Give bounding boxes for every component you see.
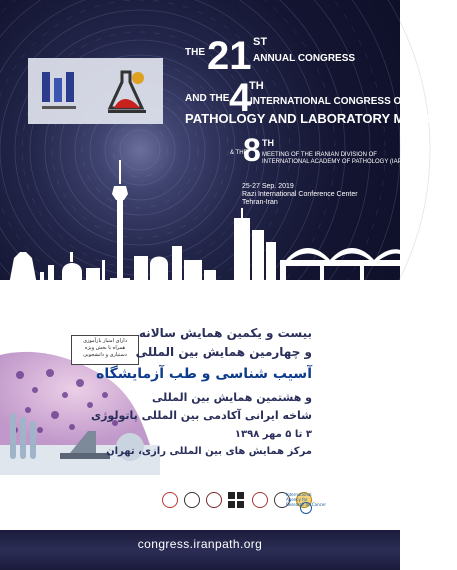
header-meeting-line-b: INTERNATIONAL ACADEMY OF PATHOLOGY (IAP): [262, 159, 404, 165]
header-international-congress: INTERNATIONAL CONGRESS OF: [250, 96, 408, 107]
header-venue: Razi International Conference Center: [242, 191, 358, 198]
header-annual-congress: ANNUAL CONGRESS: [253, 53, 356, 64]
cme-credit-badge: [71, 335, 139, 365]
persian-line-2: و چهارمین همایش بین المللی: [135, 345, 312, 359]
header-sup-th-8: TH: [262, 138, 274, 148]
header-number-21: 21: [207, 34, 252, 78]
header-meeting-line-a: MEETING OF THE IRANIAN DIVISION OF: [262, 152, 377, 158]
sponsor-logo-2-icon: [184, 492, 200, 508]
header-sup-st: ST: [253, 36, 268, 48]
persian-title: آسیب شناسی و طب آزمایشگاه: [96, 366, 312, 382]
header-number-4: 4: [229, 76, 252, 120]
header-number-8: 8: [243, 132, 261, 168]
flask-microscope-logo-icon: [100, 64, 156, 118]
iranian-society-logo-icon: [38, 66, 82, 116]
tehran-skyline-silhouette: [0, 160, 400, 300]
badge-line-2: همراه با بخش ویژه: [84, 345, 126, 351]
header-pathology-lab-medicine: PATHOLOGY AND LABORATORY MEDICINE: [185, 111, 457, 126]
sponsor-logo-5-icon: [252, 492, 268, 508]
sponsor-logo-3-icon: [206, 492, 222, 508]
header-the: THE: [185, 47, 205, 58]
badge-line-3: دستیاری و دانشجویی: [83, 352, 127, 358]
badge-line-1: دارای امتیاز بازآموزی: [83, 338, 127, 344]
footer-website-link[interactable]: congress.iranpath.org: [137, 537, 263, 551]
who-logo-icon: [300, 502, 312, 514]
persian-line-5: شاخه ایرانی آکادمی بین المللی پاتولوژی: [91, 409, 312, 422]
organizer-logos-panel: [28, 58, 163, 124]
header-and-the-small: & THE: [230, 150, 248, 156]
header-date: 25-27 Sep. 2019: [242, 183, 294, 190]
header-city: Tehran-Iran: [242, 199, 278, 206]
persian-venue: مرکز همایش های بین المللی رازی، تهران: [106, 446, 312, 457]
persian-line-4: و هشتمین همایش بین المللی: [152, 391, 312, 404]
header-sup-th: TH: [249, 80, 264, 92]
iarc-line-1: International Agency for Research on Cancer: [286, 492, 326, 507]
sponsor-logo-1-icon: [162, 492, 178, 508]
persian-date: ۳ تا ۵ مهر ۱۳۹۸: [234, 429, 312, 440]
persian-line-1: بیست و یکمین همایش سالانه: [138, 326, 312, 340]
sponsor-logo-4-icon: [228, 492, 244, 508]
header-and-the: AND THE: [185, 93, 230, 104]
